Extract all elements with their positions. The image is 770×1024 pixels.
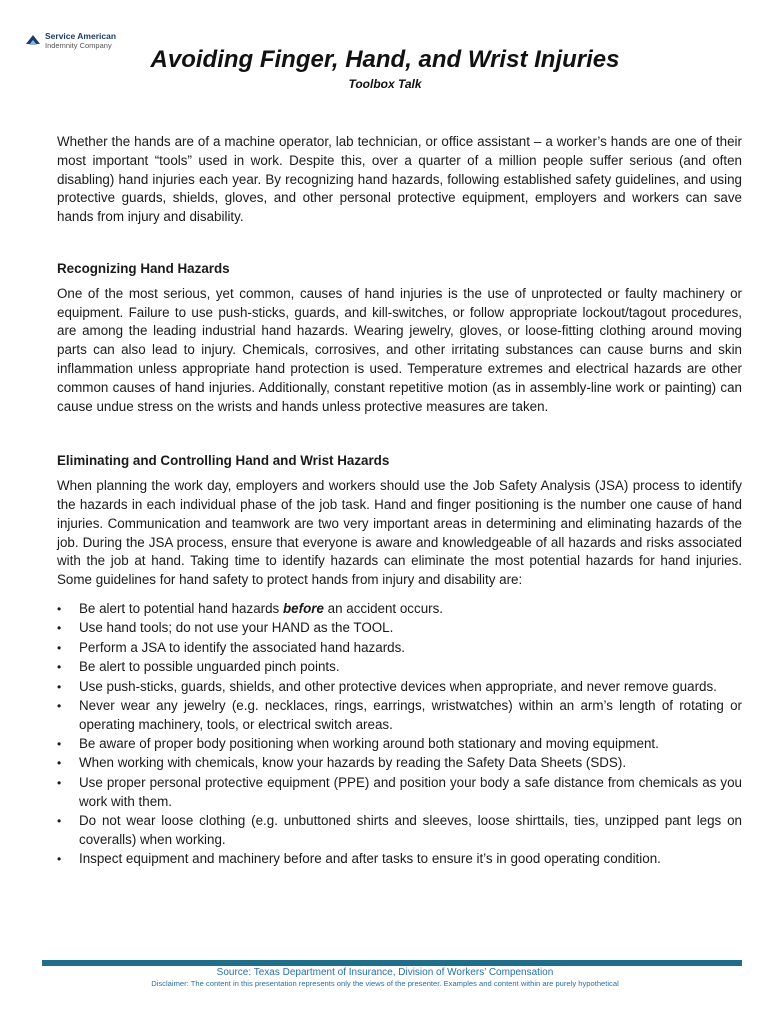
bullet-icon: •: [57, 737, 62, 752]
bullet-text: Do not wear loose clothing (e.g. unbuttoned shirts and sleeves, loose shirttails, ties, unzipped pant legs on coveralls) when working.: [79, 813, 742, 847]
intro-paragraph: Whether the hands are of a machine operator, lab technician, or office assistant – a worker’s hands are one of their most important “tools” used in work. Despite this, over a quarter of a million people suffer serious (and often disabling) hand injuries each year. By recognizing hand hazards, following established safety guidelines, and using protective guards, shields, gloves, and other personal protective equipment, employers and workers can save hands from injury and disability.: [57, 134, 742, 225]
bullet-text: Use hand tools; do not use your HAND as the TOOL.: [79, 620, 394, 636]
bullet-icon: •: [57, 679, 62, 694]
section-body-eliminating: When planning the work day, employers and workers should use the Job Safety Analysis (JSA) process to identify the hazards in each individual phase of the job task. Hand and finger positioning is the number one cause of hand injuries. Communication and teamwork are two very important areas in determining and eliminating hazards of the job. During the JSA process, ensure that everyone is aware and knowledgeable of all hazards and risks associated with the job at hand. Taking time to identify hazards can eliminate the most potential hazards for hand injuries. Some guidelines for hand safety to protect hands from injury and disability are:: [57, 478, 742, 588]
bullet-icon: •: [57, 756, 62, 771]
bullet-icon: •: [57, 640, 62, 655]
bullet-emphasis: before: [282, 600, 324, 616]
bullet-text: Be alert to possible unguarded pinch points.: [79, 659, 340, 675]
list-item: [57, 658, 742, 677]
bullet-text: When working with chemicals, know your hazards by reading the Safety Data Sheets (SDS).: [79, 755, 627, 771]
bullet-text-post: an accident occurs.: [323, 600, 444, 616]
document-body: [57, 133, 742, 870]
footer-source: Source: Texas Department of Insurance, Division of Workers’ Compensation: [216, 967, 554, 978]
footer-divider: [42, 960, 742, 966]
bullet-text: Perform a JSA to identify the associated hand hazards.: [79, 639, 406, 655]
section-heading-recognizing: Recognizing Hand Hazards: [57, 260, 230, 276]
logo-line-1: Service American: [45, 31, 117, 41]
footer-disclaimer: Disclaimer: The content in this presentation represents only the views of the presenter. Examples and content within are purely hypothetical: [151, 979, 619, 988]
page-subtitle: Toolbox Talk: [348, 77, 422, 91]
bullet-text: Inspect equipment and machinery before and after tasks to ensure it’s in good operating condition.: [79, 851, 661, 867]
list-item: [57, 812, 742, 850]
bullet-text: Be aware of proper body positioning when working around both stationary and moving equipment.: [79, 736, 659, 752]
bullet-text: Use proper personal protective equipment (PPE) and position your body a safe distance from chemicals as you work with them.: [79, 774, 742, 809]
list-item: [57, 850, 742, 869]
list-item: [57, 639, 742, 658]
bullet-text: Never wear any jewelry (e.g. necklaces, rings, earrings, wristwatches) within an arm’s length of rotating or operating machinery, tools, or electrical switch areas.: [79, 697, 742, 732]
bullet-icon: •: [57, 698, 62, 713]
bullet-icon: •: [57, 775, 62, 790]
list-item: [57, 600, 742, 619]
list-item: [57, 697, 742, 735]
bullet-icon: •: [57, 814, 62, 829]
bullet-icon: •: [57, 660, 62, 675]
bullet-icon: •: [57, 601, 62, 616]
bullet-text-pre: Be alert to potential hand hazards: [79, 600, 283, 616]
bullet-icon: •: [57, 852, 62, 867]
list-item: [57, 774, 742, 812]
list-item: [57, 678, 742, 697]
logo-line-2: Indemnity Company: [45, 41, 112, 50]
bullet-icon: •: [57, 621, 62, 636]
page-title: Avoiding Finger, Hand, and Wrist Injuries: [150, 46, 620, 73]
list-item: [57, 754, 742, 773]
section-body-recognizing: One of the most serious, yet common, causes of hand injuries is the use of unprotected or faulty machinery or equipment. Failure to use push-sticks, guards, and kill-switches, or follow appropriate lockout/tagout procedures, are among the leading industrial hand hazards. Wearing jewelry, gloves, or loose-fitting clothing around moving parts can also lead to injury. Chemicals, corrosives, and other irritating substances can cause burns and skin inflammation unless appropriate hand protection is used. Temperature extremes and electrical hazards are other common causes of hand injuries. Additionally, constant repetitive motion (as in assembly-line work or painting) can cause undue stress on the wrists and hands unless protective measures are taken.: [57, 285, 742, 414]
bullet-text: Use push-sticks, guards, shields, and other protective devices when appropriate, and never remove guards.: [79, 678, 717, 694]
section-heading-eliminating: Eliminating and Controlling Hand and Wrist Hazards: [57, 453, 390, 469]
list-item: [57, 619, 742, 638]
list-item: [57, 735, 742, 754]
guidelines-list: [57, 600, 742, 869]
